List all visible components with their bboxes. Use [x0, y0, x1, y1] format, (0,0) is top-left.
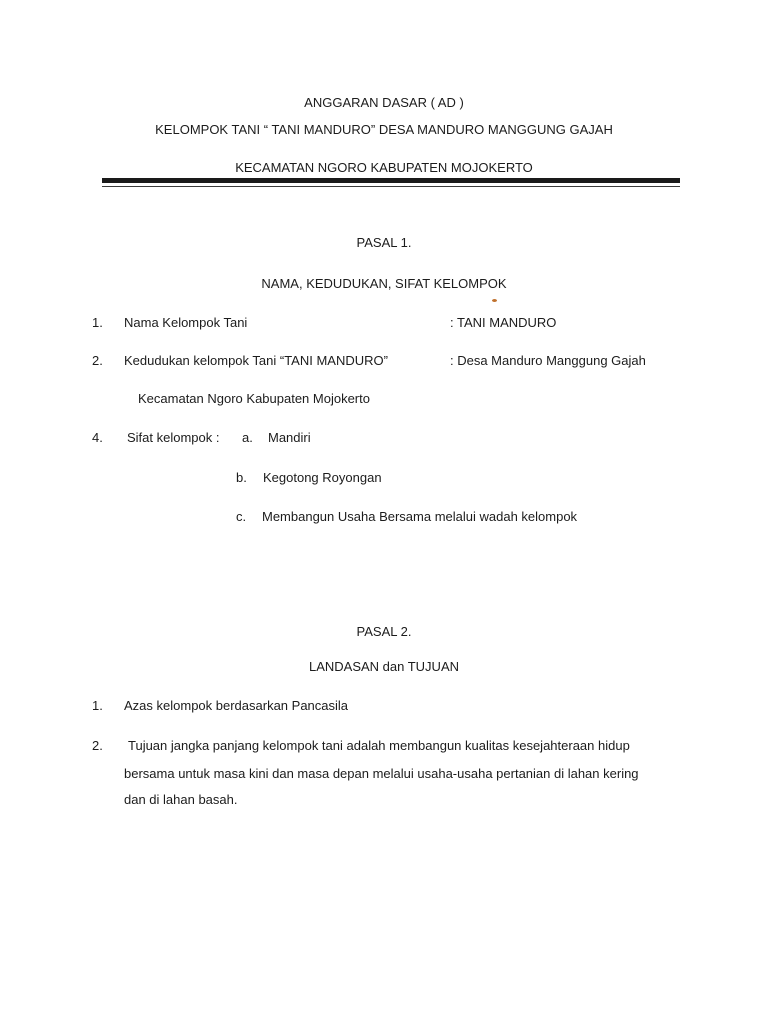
item-number: 1.	[92, 698, 103, 713]
header-title: ANGGARAN DASAR ( AD )	[304, 95, 464, 110]
item-label-kedudukan: Kedudukan kelompok Tani “TANI MANDURO”	[124, 353, 388, 368]
item-text-tujuan-line: Tujuan jangka panjang kelompok tani adalah membangun kualitas kesejahteraan hidup	[128, 738, 630, 753]
pasal-1-number: PASAL 1.	[356, 235, 412, 250]
header-divider-thin	[102, 186, 680, 187]
option-text: Kegotong Royongan	[263, 470, 382, 485]
item-label-nama: Nama Kelompok Tani	[124, 315, 248, 330]
option-text: Membangun Usaha Bersama melalui wadah kelompok	[262, 509, 578, 524]
item-number: 2.	[92, 353, 103, 368]
ink-speck	[492, 299, 497, 302]
item-text-tujuan-line: dan di lahan basah.	[124, 792, 238, 807]
header-divider-thick	[102, 178, 680, 183]
item-text-tujuan-line: bersama untuk masa kini dan masa depan melalui usaha-usaha pertanian di lahan kering	[124, 766, 639, 781]
item-text-azas: Azas kelompok berdasarkan Pancasila	[124, 698, 349, 713]
item-value-continuation: Kecamatan Ngoro Kabupaten Mojokerto	[138, 391, 370, 406]
pasal-2-number: PASAL 2.	[356, 624, 412, 639]
pasal-1-title: NAMA, KEDUDUKAN, SIFAT KELOMPOK	[261, 276, 507, 291]
option-letter: a.	[242, 430, 253, 445]
item-number: 1.	[92, 315, 103, 330]
item-number: 4.	[92, 430, 103, 445]
header-location: KECAMATAN NGORO KABUPATEN MOJOKERTO	[235, 160, 533, 175]
item-label-sifat: Sifat kelompok :	[127, 430, 220, 445]
option-letter: b.	[236, 470, 247, 485]
option-letter: c.	[236, 509, 247, 524]
item-value-nama: : TANI MANDURO	[450, 315, 557, 330]
pasal-2-title: LANDASAN dan TUJUAN	[308, 659, 460, 674]
item-value-kedudukan: : Desa Manduro Manggung Gajah	[450, 353, 646, 368]
header-organization: KELOMPOK TANI “ TANI MANDURO” DESA MANDURO MANGGUNG GAJAH	[155, 122, 613, 137]
option-text: Mandiri	[268, 430, 311, 445]
item-number: 2.	[92, 738, 103, 753]
